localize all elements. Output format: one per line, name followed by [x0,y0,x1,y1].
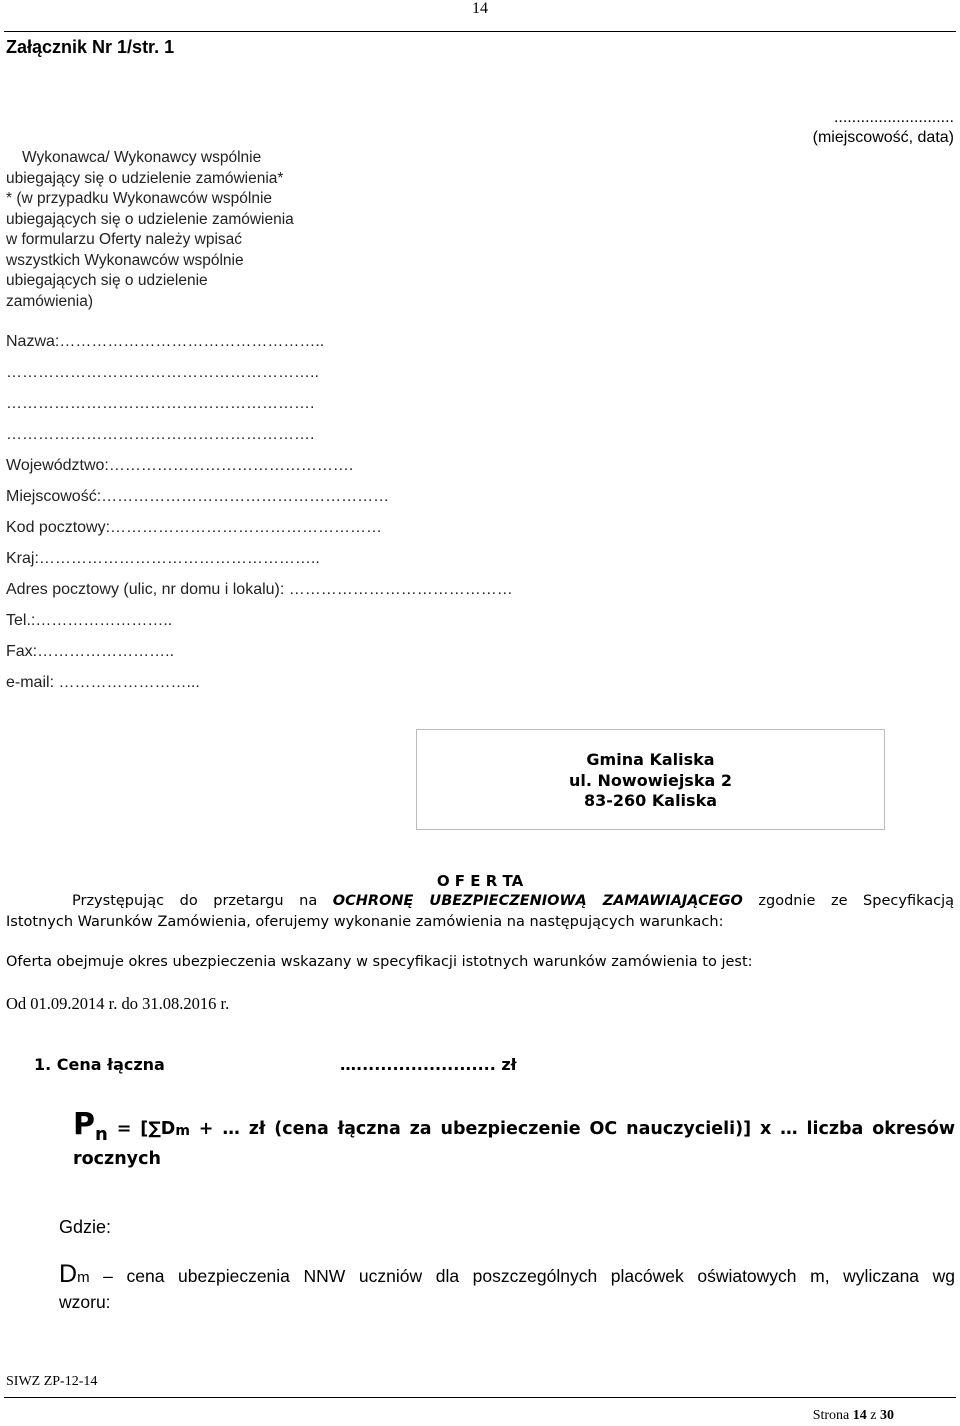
contractor-line: ubiegający się o udzielenie zamówienia* [6,169,284,187]
page-current: 14 [852,1408,867,1423]
recipient-address-box [416,729,885,830]
formula-line1 [73,1107,955,1147]
total-price-row [34,1055,517,1074]
page-number: 14 [472,0,488,17]
contractor-line: * (w przypadku Wykonawców wspólnie [6,190,273,207]
place-date-label: (miejscowość, data) [812,129,954,146]
contractor-line: ubiegających się o udzielenie [6,272,208,289]
dm-subscript: m [77,1269,90,1286]
offer-paragraph-line1 [6,891,954,912]
formula-n: n [95,1124,108,1145]
field-voivodeship: Województwo:………………………………………. [6,457,354,474]
contractor-note [6,148,322,312]
contractor-line: w formularzu Oferty należy wpisać [6,231,243,248]
offer-intro-end: zgodnie ze Specyfikacją [742,893,954,909]
place-date-dots: ........................... [833,109,954,126]
field-email: e-mail: ……………………... [6,674,200,691]
recipient-name: Gmina Kaliska [586,750,715,769]
insurance-period: Od 01.09.2014 r. do 31.08.2016 r. [6,994,230,1013]
header-divider [4,31,956,32]
coverage-statement: Oferta obejmuje okres ubezpieczenia wskazany w specyfikacji istotnych warunków zamówienia to jest: [6,954,753,970]
offer-title: O F E R TA [436,872,524,890]
formula-p: P [73,1107,95,1142]
formula-text1: = [∑D [107,1119,176,1139]
formula-line2: rocznych [73,1149,161,1169]
recipient-city: 83-260 Kaliska [584,791,717,810]
page-separator: z [866,1408,880,1423]
field-locality: Miejscowość:……………………………………………… [6,488,390,505]
place-date-block [813,108,954,148]
offer-paragraph-line2: Istotnych Warunków Zamówienia, oferujemy wykonanie zamówienia na następujących warunkach: [6,914,724,930]
dm-symbol: D [59,1260,78,1288]
offer-subject: OCHRONĘ UBEZPIECZENIOWĄ ZAMAWIAJĄCEGO [332,893,743,909]
contractor-line: wszystkich Wykonawców wspólnie [6,251,244,269]
dm-definition-line1 [59,1262,955,1290]
field-country: Kraj:…………………………………………….. [6,550,320,567]
field-postal-address: Adres pocztowy (ulic, nr domu i lokalu): …………………………………… [6,581,513,598]
contractor-fields [6,331,513,703]
contractor-line: Wykonawca/ Wykonawcy wspólnie [22,149,262,166]
field-name-continued: ………………………………………………….. [6,364,319,381]
page-counter [813,1408,894,1424]
document-id: SIWZ ZP-12-14 [6,1374,98,1389]
total-price-amount: …....................... zł [340,1055,517,1074]
price-formula [73,1107,955,1172]
recipient-street: ul. Nowowiejska 2 [569,770,732,790]
dm-text1: – cena ubezpieczenia NNW uczniów dla poszczególnych placówek oświatowych m, wyliczana wg [89,1266,955,1286]
offer-paragraph [6,891,954,933]
page-label: Strona [812,1408,853,1423]
dm-definition [59,1262,955,1315]
footer-divider [4,1397,956,1398]
field-name: Nazwa:………………………………………….. [6,333,325,350]
field-name-continued: …………………………………………………. [6,395,315,412]
where-label: Gdzie: [59,1217,112,1237]
contractor-line: ubiegających się o udzielenie zamówienia [6,210,294,228]
field-name-continued: …………………………………………………. [6,426,315,443]
contractor-line: zamówienia) [6,292,94,310]
field-fax: Fax:…………………….. [6,643,175,660]
field-postal-code: Kod pocztowy:…………………………………………… [6,519,383,536]
formula-text2: + … zł (cena łączna za ubezpieczenie OC nauczycieli)] x … liczba okresów [189,1119,955,1139]
dm-definition-line2: wzoru: [59,1292,111,1312]
page-total: 30 [880,1408,894,1423]
formula-m: m [175,1123,190,1139]
field-phone: Tel.:…………………….. [6,612,173,629]
annex-title: Załącznik Nr 1/str. 1 [6,37,175,57]
total-price-label: 1. Cena łączna [34,1055,165,1074]
offer-intro: Przystępując do przetargu na [72,893,333,909]
